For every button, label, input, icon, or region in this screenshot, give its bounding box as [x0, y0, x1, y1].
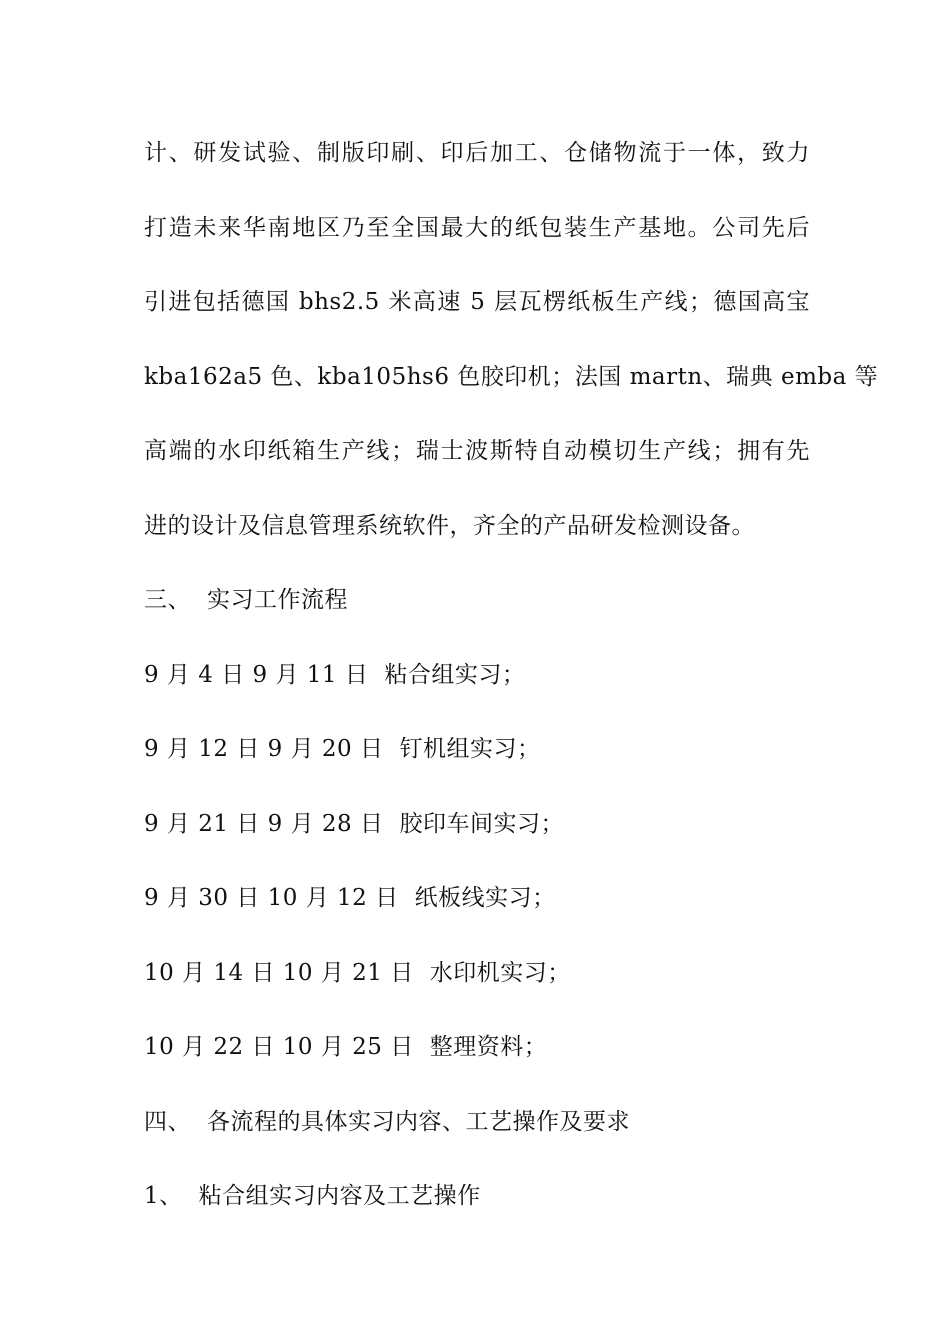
schedule-dates: 10 月 22 日 10 月 25 日 — [144, 1034, 414, 1060]
schedule-dates: 9 月 21 日 9 月 28 日 — [144, 810, 384, 837]
schedule-task: 纸板线实习； — [414, 885, 556, 911]
section-title: 各流程的具体实习内容、工艺操作及要求 — [207, 1108, 630, 1135]
schedule-task: 钉机组实习； — [399, 736, 541, 762]
schedule-item — [144, 953, 810, 1028]
schedule-item — [144, 655, 810, 730]
subsection-number: 1、 — [144, 1183, 183, 1209]
section-heading-3 — [144, 580, 810, 655]
paragraph-line: 高端的水印纸箱生产线；瑞士波斯特自动模切生产线；拥有先 — [144, 438, 810, 464]
paragraph-line: 引进包括德国 bhs2.5 米高速 5 层瓦楞纸板生产线；德国高宝 — [144, 289, 810, 315]
paragraph-line: 计、研发试验、制版印刷、印后加工、仓储物流于一体，致力 — [144, 140, 810, 166]
schedule-item — [144, 804, 810, 879]
section-heading-4 — [144, 1102, 810, 1177]
paragraph-line: kba162a5 色、kba105hs6 色胶印机；法国 martn、瑞典 emba 等 — [144, 363, 879, 390]
subsection-title: 粘合组实习内容及工艺操作 — [198, 1183, 481, 1209]
schedule-item — [144, 729, 810, 804]
document-body — [144, 133, 879, 1251]
subsection-heading-1 — [144, 1176, 810, 1251]
schedule-task: 整理资料； — [429, 1034, 548, 1060]
schedule-task: 水印机实习； — [429, 959, 571, 986]
schedule-item — [144, 1027, 810, 1102]
schedule-dates: 9 月 30 日 10 月 12 日 — [144, 885, 399, 911]
schedule-dates: 9 月 12 日 9 月 20 日 — [144, 736, 384, 762]
section-number: 四、 — [144, 1108, 191, 1135]
schedule-dates: 10 月 14 日 10 月 21 日 — [144, 959, 414, 986]
paragraph-line: 打造未来华南地区乃至全国最大的纸包装生产基地。公司先后 — [144, 214, 810, 241]
section-title: 实习工作流程 — [207, 587, 348, 613]
paragraph-line: 进的设计及信息管理系统软件，齐全的产品研发检测设备。 — [144, 512, 755, 539]
schedule-task: 胶印车间实习； — [399, 810, 564, 837]
schedule-item — [144, 878, 810, 953]
section-number: 三、 — [144, 587, 191, 613]
schedule-task: 粘合组实习； — [384, 661, 526, 688]
schedule-dates: 9 月 4 日 9 月 11 日 — [144, 661, 369, 688]
